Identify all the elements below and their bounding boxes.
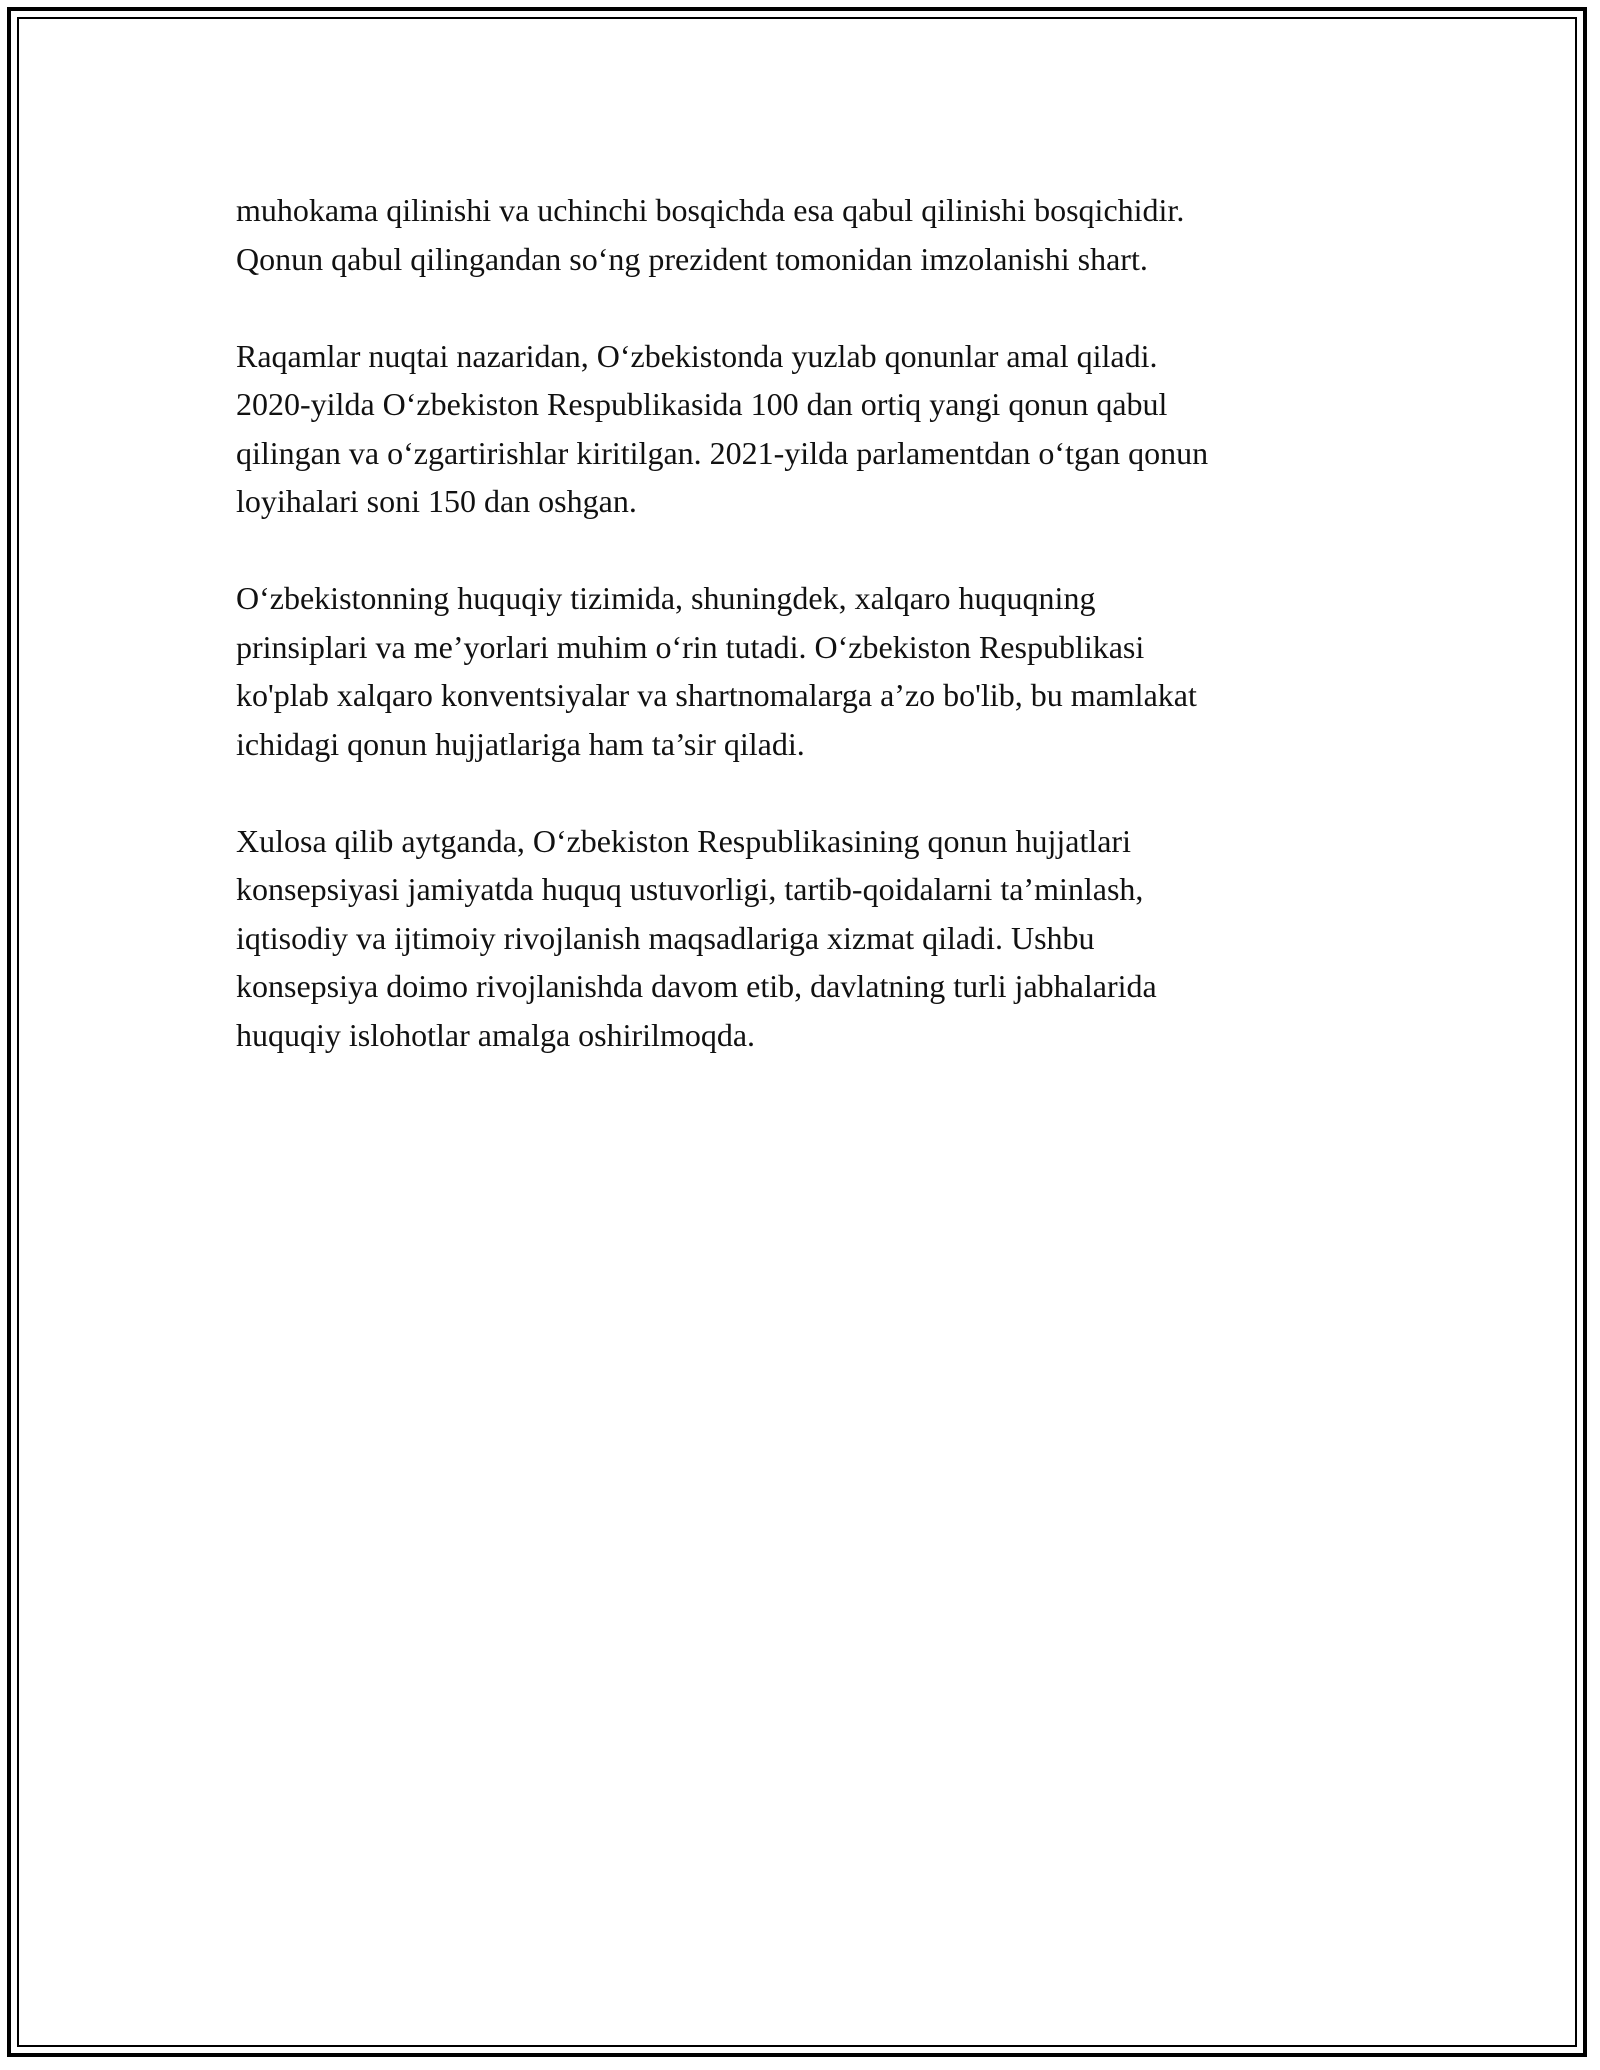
paragraph-2	[236, 332, 1356, 526]
text-line: muhokama qilinishi va uchinchi bosqichda esa qabul qilinishi bosqichidir.	[236, 192, 1185, 228]
text-line: 2020-yilda O‘zbekiston Respublikasida 100 dan ortiq yangi qonun qabul	[236, 386, 1168, 422]
text-line: prinsiplari va me’yorlari muhim o‘rin tutadi. O‘zbekiston Respublikasi	[236, 628, 1145, 665]
text-line: Qonun qabul qilingandan so‘ng prezident tomonidan imzolanishi shart.	[236, 240, 1148, 277]
paragraph-3	[236, 574, 1356, 768]
document-body	[236, 186, 1356, 1108]
text-line: huquqiy islohotlar amalga oshirilmoqda.	[236, 1016, 756, 1053]
text-line: O‘zbekistonning huquqiy tizimida, shuningdek, xalqaro huquqning	[236, 580, 1096, 616]
text-line: ichidagi qonun hujjatlariga ham ta’sir qiladi.	[236, 725, 805, 762]
text-line: iqtisodiy va ijtimoiy rivojlanish maqsadlariga xizmat qiladi. Ushbu	[236, 919, 1095, 956]
text-line: qilingan va o‘zgartirishlar kiritilgan. 2021-yilda parlamentdan o‘tgan qonun	[236, 434, 1209, 471]
text-line: konsepsiya doimo rivojlanishda davom etib, davlatning turli jabhalarida	[236, 968, 1157, 1004]
text-line: loyihalari soni 150 dan oshgan.	[236, 483, 637, 519]
text-line: ko'plab xalqaro konventsiyalar va shartnomalarga a’zo bo'lib, bu mamlakat	[236, 677, 1197, 713]
text-line: Raqamlar nuqtai nazaridan, O‘zbekistonda yuzlab qonunlar amal qiladi.	[236, 337, 1158, 374]
text-line: konsepsiyasi jamiyatda huquq ustuvorligi, tartib-qoidalarni ta’minlash,	[236, 871, 1144, 907]
paragraph-1	[236, 186, 1356, 283]
paragraph-4	[236, 817, 1356, 1060]
text-line: Xulosa qilib aytganda, O‘zbekiston Respublikasining qonun hujjatlari	[236, 822, 1131, 859]
